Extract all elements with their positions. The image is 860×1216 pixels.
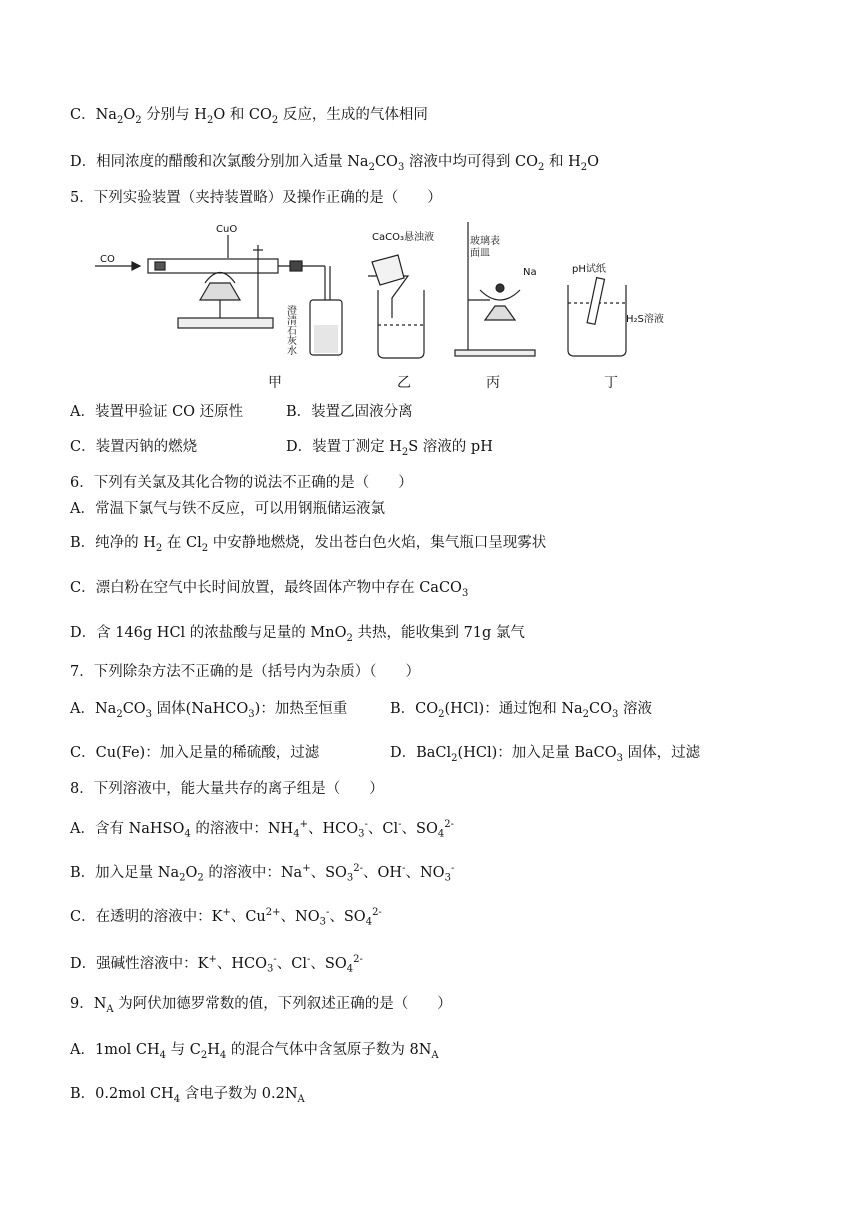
co-label: CO — [100, 254, 115, 265]
question-line-q6b: B．纯净的 $H_2$ 在 $Cl_2$ 中安静地燃烧，发出苍白色火焰，集气瓶口呈现雾状 — [70, 535, 547, 554]
question-line-q9: 9．$N_A$ 为阿伏加德罗常数的值，下列叙述正确的是（ ） — [70, 996, 452, 1015]
apparatus-jia — [95, 235, 342, 355]
label-bing: 丙 — [486, 375, 500, 391]
question-line-q6c: C．漂白粉在空气中长时间放置，最终固体产物中存在 CaCO$_3$ — [70, 580, 469, 599]
question-line-q6: 6．下列有关氯及其化合物的说法不正确的是（ ） — [70, 475, 413, 491]
question-line-q4c: C．$Na_2O_2$ 分别与 $H_2O$ 和 $CO_2$ 反应，生成的气体相同 — [70, 107, 428, 126]
phpaper-label: pH试纸 — [572, 264, 606, 275]
label-yi: 乙 — [397, 375, 411, 391]
question-line-q8b: B．加入足量 $Na_2O_2$ 的溶液中：Na+、$SO_3^{2-}$、OH-、$NO_3^-$ — [70, 863, 455, 884]
option-q7b: B．$CO_2(HCl)$：通过饱和 $Na_2CO_3$ 溶液 — [390, 701, 652, 720]
option-q7c: C．Cu(Fe)：加入足量的稀硫酸，过滤 — [70, 745, 320, 761]
option-q5b: B．装置乙固液分离 — [286, 404, 413, 420]
apparatus-figure — [0, 212, 860, 412]
question-line-q8c: C．在透明的溶液中：K+、$Cu^{2+}$、$NO_3^-$、$SO_4^{2-}$ — [70, 907, 382, 928]
question-line-q6d: D．含 146g HCl 的浓盐酸与足量的 MnO$_2$ 共热，能收集到 71g 氯气 — [70, 625, 525, 644]
question-line-q4d: D．相同浓度的醋酸和次氯酸分别加入适量 $Na_2CO_3$ 溶液中均可得到 $CO_2$ 和 $H_2O$ — [70, 154, 600, 173]
question-line-q9a: A．1mol $CH_4$ 与 $C_2H_4$ 的混合气体中含氢原子数为 $8N_A$ — [70, 1042, 439, 1061]
question-line-q7: 7．下列除杂方法不正确的是（括号内为杂质）（ ） — [70, 664, 420, 680]
h2s-label: H₂S溶液 — [626, 314, 664, 325]
question-line-q6a: A．常温下氯气与铁不反应，可以用钢瓶储运液氯 — [70, 501, 385, 517]
limewater-label: 澄清石灰水 — [284, 305, 296, 355]
question-line-q8: 8．下列溶液中，能大量共存的离子组是（ ） — [70, 781, 384, 797]
apparatus-ding — [568, 278, 626, 356]
na-label: Na — [523, 267, 537, 278]
apparatus-yi — [368, 255, 424, 358]
option-q5a: A．装置甲验证 CO 还原性 — [70, 404, 244, 420]
option-q5d: D．装置丁测定 $H_2S$ 溶液的 pH — [286, 439, 493, 458]
cuo-label: CuO — [216, 224, 238, 235]
label-ding: 丁 — [604, 375, 618, 391]
label-jia: 甲 — [268, 375, 282, 391]
question-line-q8a: A．含有 NaHSO$_4$ 的溶液中：$NH_4^+$、$HCO_3^-$、Cl-、$SO_4^{2-}$ — [70, 819, 454, 840]
watchglass-label-2: 面皿 — [470, 248, 490, 259]
watchglass-label-1: 玻璃表 — [470, 236, 500, 247]
option-q7d: D．BaCl$_2$(HCl)：加入足量 BaCO$_3$ 固体，过滤 — [390, 745, 701, 764]
question-line-q9b: B．0.2mol $CH_4$ 含电子数为 $0.2N_A$ — [70, 1086, 305, 1105]
caco3-label: CaCO₃悬浊液 — [372, 232, 434, 243]
option-q5c: C．装置丙钠的燃烧 — [70, 439, 198, 455]
question-line-q5: 5．下列实验装置（夹持装置略）及操作正确的是（ ） — [70, 190, 442, 206]
question-line-q8d: D．强碱性溶液中：K+、$HCO_3^-$、Cl-、$SO_4^{2-}$ — [70, 954, 363, 975]
option-q7a: A．$Na_2CO_3$ 固体(NaHCO$_3$)：加热至恒重 — [70, 701, 348, 720]
